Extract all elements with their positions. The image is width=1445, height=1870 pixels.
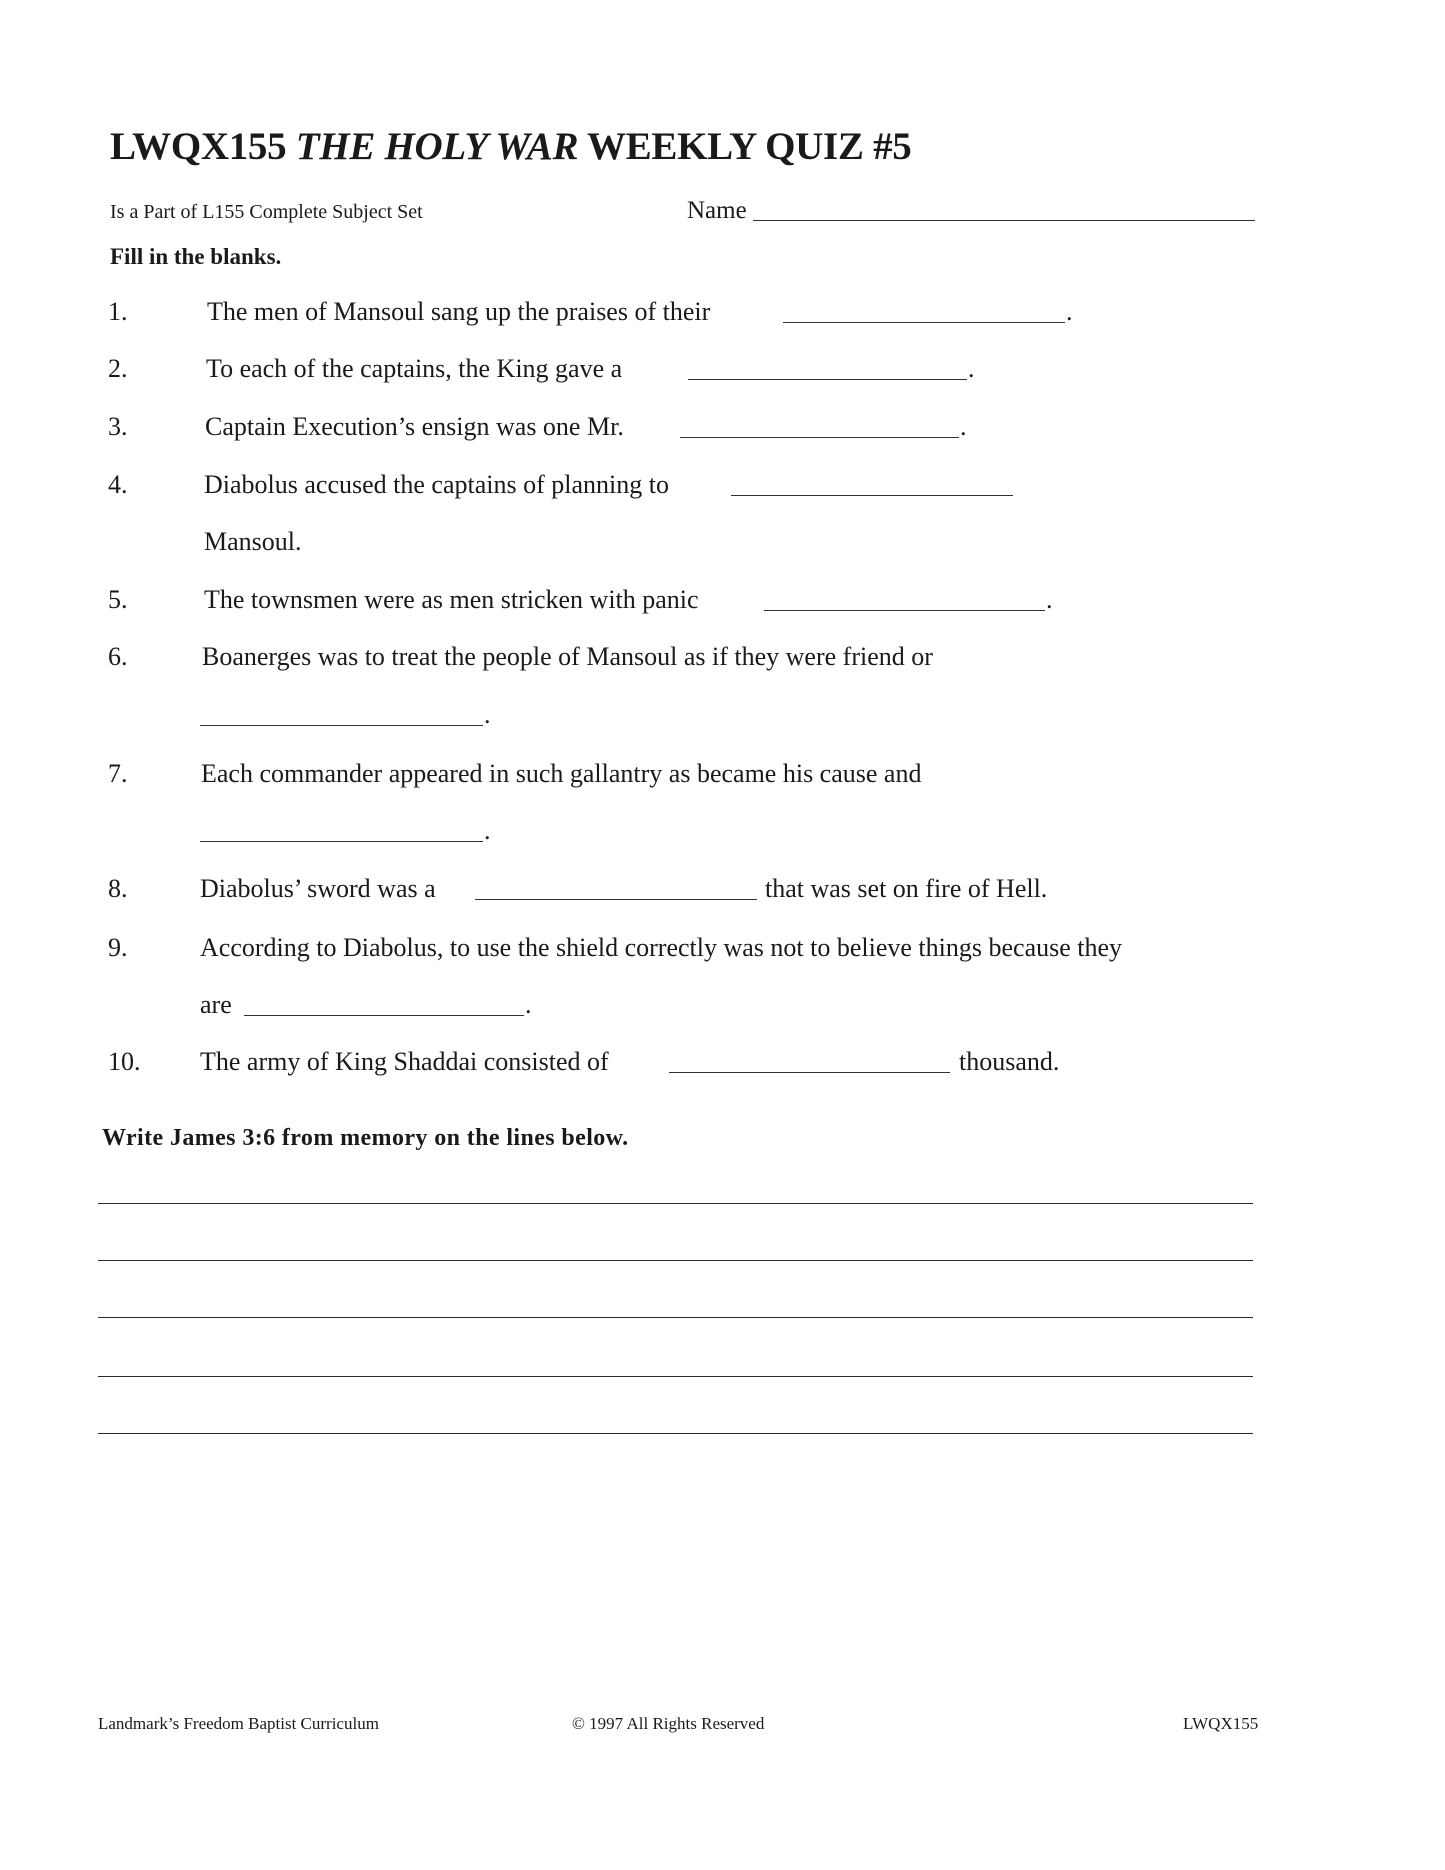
quiz-title <box>110 127 912 166</box>
answer-blank[interactable] <box>200 725 483 726</box>
question-suffix: that was set on fire of Hell. <box>765 874 1048 903</box>
question-suffix: . <box>960 412 967 441</box>
subtitle: Is a Part of L155 Complete Subject Set <box>110 201 423 223</box>
answer-blank[interactable] <box>764 610 1045 611</box>
question-text: Captain Execution’s ensign was one Mr. <box>205 412 624 441</box>
question-number: 1. <box>108 297 128 326</box>
question-continuation: are <box>200 990 232 1019</box>
writing-line[interactable] <box>98 1260 1253 1261</box>
question-suffix: . <box>484 816 491 845</box>
answer-blank[interactable] <box>669 1072 950 1073</box>
writing-line[interactable] <box>98 1376 1253 1377</box>
question-number: 5. <box>108 585 128 614</box>
footer-code: LWQX155 <box>1183 1714 1259 1733</box>
question-number: 8. <box>108 874 128 903</box>
writing-line[interactable] <box>98 1203 1253 1204</box>
footer-publisher: Landmark’s Freedom Baptist Curriculum <box>98 1714 379 1733</box>
title-book: THE HOLY WAR <box>295 125 579 168</box>
footer-copyright: © 1997 All Rights Reserved <box>572 1714 765 1733</box>
question-number: 4. <box>108 470 128 499</box>
question-number: 7. <box>108 759 128 788</box>
answer-blank[interactable] <box>783 322 1065 323</box>
question-text: The army of King Shaddai consisted of <box>200 1047 609 1076</box>
answer-blank[interactable] <box>688 379 967 380</box>
question-number: 10. <box>108 1047 141 1076</box>
writing-line[interactable] <box>98 1317 1253 1318</box>
question-text: To each of the captains, the King gave a <box>206 354 623 383</box>
question-text: Each commander appeared in such gallantry as became his cause and <box>201 759 922 788</box>
question-number: 6. <box>108 642 128 671</box>
title-code: LWQX155 <box>110 125 287 168</box>
answer-blank[interactable] <box>200 841 483 842</box>
question-number: 3. <box>108 412 128 441</box>
section-instruction-memory: Write James 3:6 from memory on the lines below. <box>102 1125 629 1151</box>
name-field[interactable] <box>753 220 1255 221</box>
question-text: The townsmen were as men stricken with panic <box>204 585 699 614</box>
question-number: 2. <box>108 354 128 383</box>
section-instruction-fill: Fill in the blanks. <box>110 244 282 269</box>
question-suffix: thousand. <box>959 1047 1060 1076</box>
question-suffix: . <box>1046 585 1053 614</box>
title-rest: WEEKLY QUIZ #5 <box>586 125 912 168</box>
question-suffix: . <box>525 990 532 1019</box>
answer-blank[interactable] <box>244 1015 524 1016</box>
question-text: Diabolus’ sword was a <box>200 874 436 903</box>
question-suffix: . <box>484 700 491 729</box>
question-text: Diabolus accused the captains of planning to <box>204 470 669 499</box>
question-number: 9. <box>108 933 128 962</box>
question-continuation: Mansoul. <box>204 527 302 556</box>
answer-blank[interactable] <box>731 495 1013 496</box>
writing-line[interactable] <box>98 1433 1253 1434</box>
question-suffix: . <box>1066 297 1073 326</box>
answer-blank[interactable] <box>475 899 757 900</box>
question-text: The men of Mansoul sang up the praises of their <box>207 297 711 326</box>
question-text: According to Diabolus, to use the shield correctly was not to believe things because they <box>200 933 1123 962</box>
question-suffix: . <box>968 354 975 383</box>
answer-blank[interactable] <box>680 437 959 438</box>
name-label: Name <box>687 197 747 224</box>
question-text: Boanerges was to treat the people of Mansoul as if they were friend or <box>202 642 933 671</box>
